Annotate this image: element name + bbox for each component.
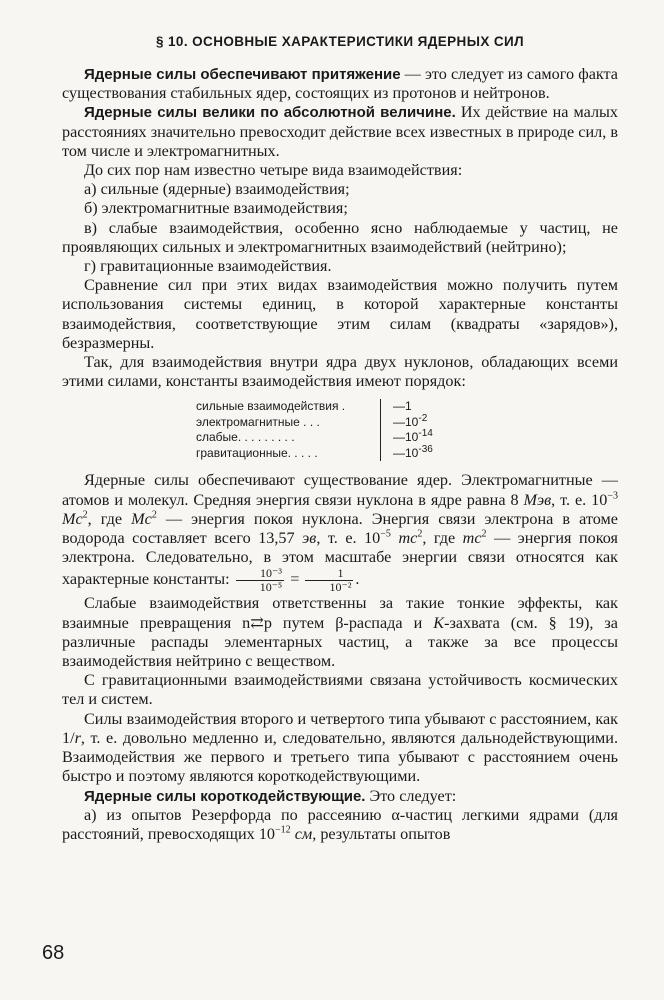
paragraph-weak: Слабые взаимодействия ответственны за такие тонкие эффекты, как взаимные превращения n⇄p путем β-распада и K-захвата (см. § 19), за различные распады элементарных частиц, а также за все процессы взаимодействия нейтрино с веществом. xyxy=(62,594,618,671)
paragraph-short-range: Ядерные силы короткодействующие. Это следует: xyxy=(84,786,457,805)
list-item-d: г) гравитационные взаимодействия. xyxy=(84,257,332,276)
paragraph-range: Силы взаимодействия второго и четвертого типа убывают с расстоянием, как 1/r, т. е. довольно медленно и, следовательно, являются дальнодействующими. Взаимодействия же первого и третьего типа убывают с расстоянием очень быстро и поэтому являются короткодействующими. xyxy=(62,709,618,786)
paragraph-binding-energy: Ядерные силы обеспечивают существование ядер. Электромагнитные — атомов и молекул. Средняя энергия связи нуклона в ядре равна 8 Мэв, т. е. $10^{-3}$ Mc$^2$, где Mc$^2$ — энергия покоя нуклона. Энергия связи электрона в атоме водорода составляет всего 13,57 эв, т. е. $10^{-5}$ $mc^2$, где $mc^2$ — энергия покоя электрона. Следовательно, в этом масштабе энергии связи относятся как характерные константы: $\frac{\text{10⁻³}}{\text{10⁻⁵}}$ = $\frac{1}{\text{10⁻²}}$ . xyxy=(62,471,618,595)
list-item-c: в) слабые взаимодействия, особенно ясно наблюдаемые у частиц, не проявляющих сильных и электромагнитных взаимодействий (нейтрино); xyxy=(62,218,618,256)
paragraph-four-kinds: До сих пор нам известно четыре вида взаимодействия: xyxy=(84,161,463,180)
paragraph-rutherford: а) из опытов Резерфорда по рассеянию α-частиц легкими ядрами (для расстояний, превосходящих $10^{-12}$ см, результаты опытов xyxy=(62,805,618,843)
paragraph-gravity: С гравитационными взаимодействиями связана устойчивость космических тел и систем. xyxy=(62,671,618,709)
constants-row: гравитационные. . . . . $—10^{-36}$ xyxy=(196,443,433,460)
list-item-a: а) сильные (ядерные) взаимодействия; xyxy=(84,180,350,199)
paragraph-nucleons: Так, для взаимодействия внутри ядра двух нуклонов, обладающих всеми этими силами, константы взаимодействия имеют порядок: xyxy=(62,353,618,391)
page-body xyxy=(62,34,618,844)
list-item-b: б) электромагнитные взаимодействия; xyxy=(84,199,348,218)
bold-lead: Ядерные силы короткодействующие. xyxy=(84,787,366,805)
page-number: 68 xyxy=(42,942,65,964)
constants-row: электромагнитные . . . $—10^{-2}$ xyxy=(196,412,428,429)
paragraph-comparison: Сравнение сил при этих видах взаимодействия можно получить путем использования системы единиц, в которой характерные константы взаимодействия, соответствующие этим силам (квадраты «зарядов»), безразмерны. xyxy=(62,276,618,352)
bold-lead: Ядерные силы велики по абсолютной величине. xyxy=(84,104,456,122)
constants-row: слабые. . . . . . . . . $—10^{-14}$ xyxy=(196,428,433,445)
fraction: $\frac{1}{\text{10⁻²}}$ xyxy=(305,567,353,594)
section-title: § 10. ОСНОВНЫЕ ХАРАКТЕРИСТИКИ ЯДЕРНЫХ СИЛ xyxy=(155,34,525,49)
paragraph-attraction: Ядерные силы обеспечивают притяжение — это следует из самого факта существования стабильных ядер, состоящих из протонов и нейтронов. xyxy=(62,65,618,103)
constants-table xyxy=(196,399,618,461)
bold-lead: Ядерные силы обеспечивают притяжение xyxy=(84,66,401,83)
fraction: $\frac{\text{10⁻³}}{\text{10⁻⁵}}$ xyxy=(236,567,285,594)
constants-row: сильные взаимодействия . —1 xyxy=(196,399,412,414)
paragraph-magnitude: Ядерные силы велики по абсолютной величине. Их действие на малых расстояниях значительно превосходит действие всех известных в природе сил, в том числе и электромагнитных. xyxy=(62,103,618,160)
